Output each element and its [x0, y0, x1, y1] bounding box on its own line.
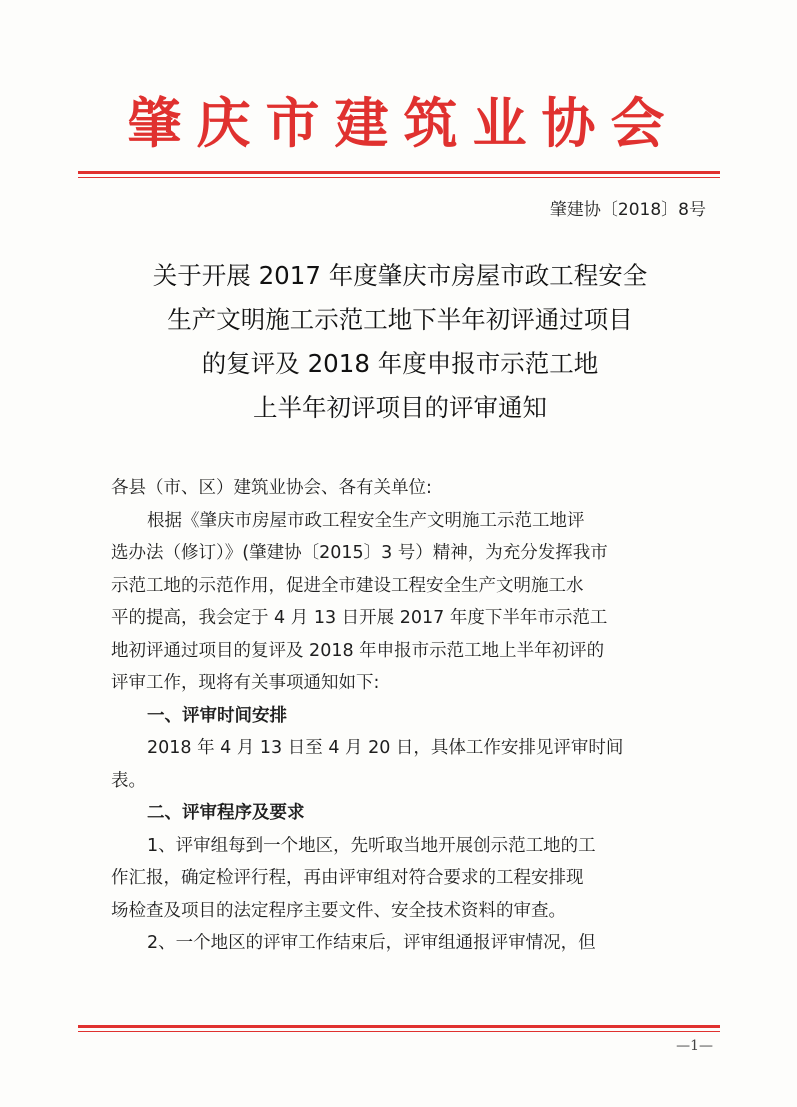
body-line: 2、一个地区的评审工作结束后，评审组通报评审情况，但 — [147, 933, 596, 953]
masthead-divider-thin — [78, 177, 720, 178]
body-line: 选办法（修订）》(肇建协〔2015〕3 号）精神，为充分发挥我市 — [111, 543, 608, 563]
title-line: 生产文明施工示范工地下半年初评通过项目 — [167, 305, 633, 334]
body-line: 示范工地的示范作用，促进全市建设工程安全生产文明施工水 — [111, 575, 584, 596]
body-line: 各县（市、区）建筑业协会、各有关单位: — [111, 478, 432, 498]
title-line: 的复评及 2018 年度申报市示范工地 — [201, 349, 599, 378]
notice-body — [111, 472, 711, 960]
section-heading: 一、评审时间安排 — [147, 705, 287, 726]
body-line: 地初评通过项目的复评及 2018 年申报市示范工地上半年初评的 — [111, 640, 605, 661]
masthead-divider-thick — [78, 171, 720, 174]
body-line: 2018 年 4 月 13 日至 4 月 20 日，具体工作安排见评审时间 — [147, 738, 624, 758]
body-line: 1、评审组每到一个地区，先听取当地开展创示范工地的工 — [147, 835, 596, 856]
body-line: 表。 — [111, 770, 146, 791]
page-number: —1— — [676, 1038, 713, 1054]
body-line: 场检查及项目的法定程序主要文件、安全技术资料的审查。 — [111, 900, 566, 921]
masthead-title: 肇庆市建筑业协会 — [127, 91, 680, 155]
title-line: 上半年初评项目的评审通知 — [253, 393, 547, 422]
body-line: 作汇报，确定检评行程，再由评审组对符合要求的工程安排现 — [111, 868, 584, 888]
document-number: 肇建协〔2018〕8号 — [549, 200, 706, 220]
notice-title — [80, 254, 720, 430]
body-line: 根据《肇庆市房屋市政工程安全生产文明施工示范工地评 — [147, 510, 585, 531]
footer-divider-thin — [78, 1031, 720, 1032]
body-line: 评审工作，现将有关事项通知如下: — [111, 673, 380, 693]
title-line: 关于开展 2017 年度肇庆市房屋市政工程安全 — [152, 261, 648, 290]
section-heading: 二、评审程序及要求 — [147, 803, 305, 823]
body-line: 平的提高，我会定于 4 月 13 日开展 2017 年度下半年市示范工 — [111, 608, 608, 628]
footer-divider-thick — [78, 1025, 720, 1028]
